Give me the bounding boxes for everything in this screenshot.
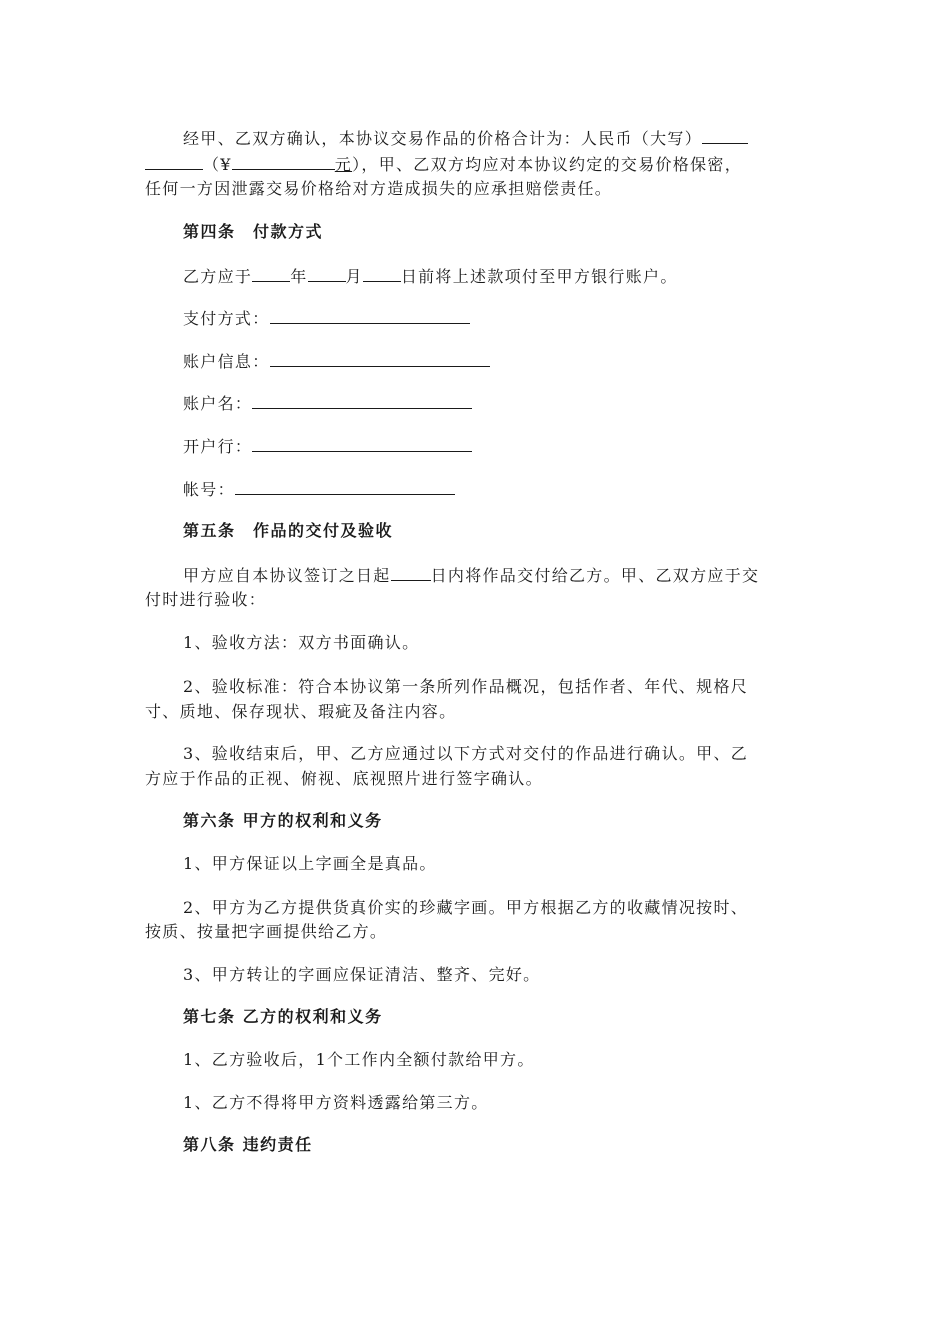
delivery-paragraph-line1: 甲方应自本协议签订之日起 日内将作品交付给乙方。甲、乙双方应于交 <box>183 563 807 588</box>
days-blank <box>391 563 431 581</box>
acceptance-item3-line2: 方应于作品的正视、俯视、底视照片进行签字确认。 <box>145 769 543 788</box>
payment-method-blank <box>270 306 470 324</box>
account-no-field: 帐号： <box>183 477 807 502</box>
article8-heading: 第八条 违约责任 <box>183 1135 313 1154</box>
party-a-item2-line1: 2、甲方为乙方提供货真价实的珍藏字画。甲方根据乙方的收藏情况按时、 <box>183 898 749 917</box>
price-paragraph-line1 <box>183 126 807 151</box>
price-text: 经甲、乙双方确认，本协议交易作品的价格合计为：人民币（大写） <box>183 129 703 148</box>
delivery-paragraph-line2: 付时进行验收： <box>145 590 267 609</box>
payment-deadline: 乙方应于 年 月 日前将上述款项付至甲方银行账户。 <box>183 264 807 289</box>
year-blank <box>252 264 290 282</box>
currency-unit: 元 <box>334 155 353 174</box>
account-info-blank <box>270 349 490 367</box>
month-blank <box>308 264 346 282</box>
payment-method-field: 支付方式： <box>183 306 807 331</box>
account-no-blank <box>235 477 455 495</box>
amount-words-blank-cont <box>145 152 203 170</box>
article4-heading: 第四条 付款方式 <box>183 222 324 241</box>
acceptance-item2-line2: 寸、质地、保存现状、瑕疵及备注内容。 <box>145 702 457 721</box>
article6-heading: 第六条 甲方的权利和义务 <box>183 811 383 830</box>
day-blank <box>363 264 401 282</box>
price-paragraph-line2: （¥ 元），甲、乙双方均应对本协议约定的交易价格保密， <box>145 152 807 177</box>
party-a-item3: 3、甲方转让的字画应保证清洁、整齐、完好。 <box>183 965 541 984</box>
account-name-blank <box>252 391 472 409</box>
party-b-item2: 1、乙方不得将甲方资料透露给第三方。 <box>183 1093 489 1112</box>
price-paragraph-line3: 任何一方因泄露交易价格给对方造成损失的应承担赔偿责任。 <box>145 179 613 198</box>
acceptance-item2-line1: 2、验收标准：符合本协议第一条所列作品概况，包括作者、年代、规格尺 <box>183 677 749 696</box>
acceptance-item1: 1、验收方法：双方书面确认。 <box>183 633 420 652</box>
party-a-item1: 1、甲方保证以上字画全是真品。 <box>183 854 437 873</box>
amount-figure-blank <box>232 152 335 170</box>
amount-words-blank <box>702 126 748 144</box>
party-a-item2-line2: 按质、按量把字画提供给乙方。 <box>145 922 388 941</box>
article7-heading: 第七条 乙方的权利和义务 <box>183 1007 383 1026</box>
account-name-field: 账户名： <box>183 391 807 416</box>
bank-blank <box>252 434 472 452</box>
acceptance-item3-line1: 3、验收结束后，甲、乙方应通过以下方式对交付的作品进行确认。甲、乙 <box>183 744 749 763</box>
account-info-field: 账户信息： <box>183 349 807 374</box>
party-b-item1: 1、乙方验收后，1个工作内全额付款给甲方。 <box>183 1050 535 1069</box>
article5-heading: 第五条 作品的交付及验收 <box>183 521 394 540</box>
bank-field: 开户行： <box>183 434 807 459</box>
